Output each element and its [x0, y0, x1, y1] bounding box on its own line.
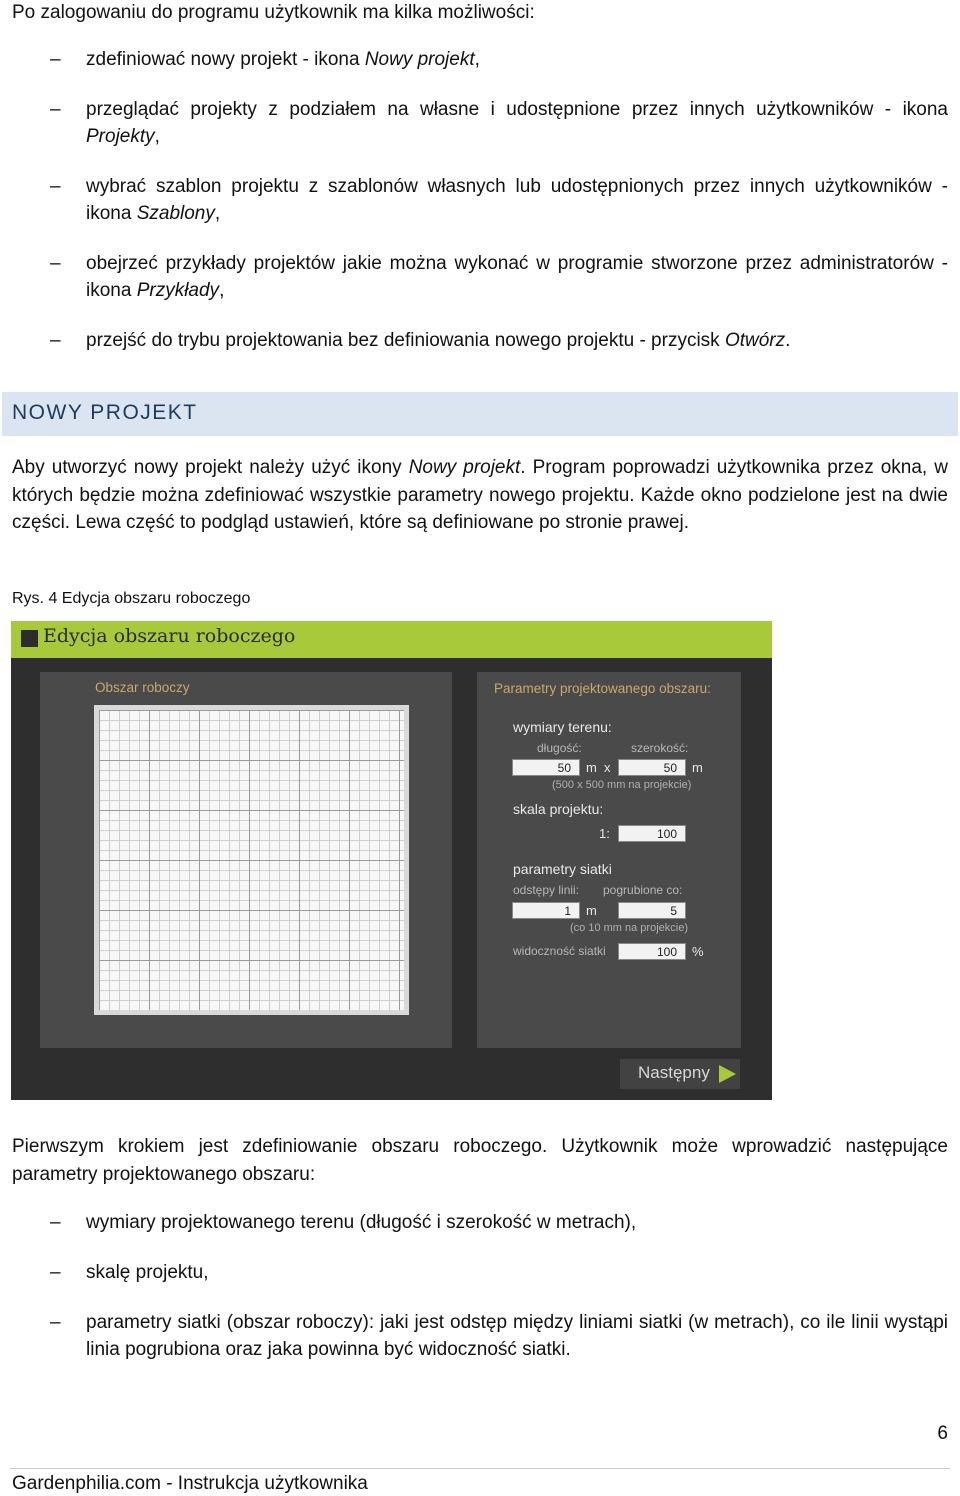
scale-heading: skala projektu:	[513, 801, 604, 817]
footer-text: Gardenphilia.com - Instrukcja użytkownika	[12, 1473, 368, 1494]
page-number: 6	[937, 1423, 948, 1444]
dash-marker: –	[50, 1212, 61, 1233]
dash-marker: –	[50, 49, 61, 70]
bold-every-label: pogrubione co:	[603, 883, 683, 897]
spacing-unit: m	[586, 903, 597, 918]
width-unit: m	[692, 760, 703, 775]
length-unit: m	[586, 760, 597, 775]
list-item: – przeglądać projekty z podziałem na własne i udostępnione przez innych użytkowników - ikona Projekty,	[0, 96, 948, 150]
length-input[interactable]: 50	[512, 759, 580, 776]
scale-prefix: 1:	[599, 826, 610, 841]
play-arrow-icon	[719, 1065, 736, 1083]
list-item: – skalę projektu,	[0, 1259, 948, 1286]
grid-heading: parametry siatki	[513, 861, 612, 877]
length-label: długość:	[537, 741, 582, 755]
width-label: szerokość:	[631, 741, 689, 755]
section-header	[2, 392, 958, 436]
workspace-label: Obszar roboczy	[95, 680, 190, 695]
dash-marker: –	[50, 330, 61, 351]
dash-marker: –	[50, 1262, 61, 1283]
parameters-panel	[477, 672, 741, 1048]
bold-every-input[interactable]: 5	[618, 902, 686, 919]
next-button-label: Następny	[638, 1063, 710, 1082]
list-item: – wybrać szablon projektu z szablonów własnych lub udostępnionych przez innych użytkowników - ikona Szablony,	[0, 173, 948, 227]
grid-note: (co 10 mm na projekcie)	[570, 922, 688, 934]
options-list	[0, 46, 948, 377]
spacing-label: odstępy linii:	[513, 883, 580, 897]
paragraph-new-project: Aby utworzyć nowy projekt należy użyć ikony Nowy projekt. Program poprowadzi użytkownika przez okna, w których będzie można zdefiniować wszystkie parametry nowego projektu. Każde okno podzielone jest na dwie części. Lewa część to podgląd ustawień, które są definiowane po stronie prawej.	[12, 457, 948, 533]
figure-workspace-editor	[11, 621, 772, 1100]
next-button[interactable]	[620, 1059, 740, 1089]
figure-title: Edycja obszaru roboczego	[43, 625, 296, 647]
scale-input[interactable]: 100	[618, 825, 686, 842]
footer-divider	[10, 1468, 950, 1469]
parameters-label: Parametry projektowanego obszaru:	[494, 681, 711, 696]
dash-marker: –	[50, 176, 61, 197]
percent-sign: %	[692, 944, 704, 959]
times-sign: x	[604, 760, 611, 775]
terrain-heading: wymiary terenu:	[513, 719, 612, 735]
dash-marker: –	[50, 1312, 61, 1333]
square-icon	[21, 630, 38, 647]
list-item: – parametry siatki (obszar roboczy): jaki jest odstęp między liniami siatki (w metrach), co ile linii wystąpi linia pogrubiona oraz jaka powinna być widoczność siatki.	[0, 1309, 948, 1363]
dash-marker: –	[50, 99, 61, 120]
intro-text: Po zalogowaniu do programu użytkownik ma kilka możliwości:	[12, 2, 535, 23]
section-title: NOWY PROJEKT	[12, 401, 198, 424]
visibility-input[interactable]: 100	[618, 943, 686, 960]
paragraph-first-step: Pierwszym krokiem jest zdefiniowanie obszaru roboczego. Użytkownik może wprowadzić następujące parametry projektowanego obszaru:	[12, 1136, 948, 1185]
figure-title-bar	[11, 621, 772, 658]
list-item: – przejść do trybu projektowania bez definiowania nowego projektu - przycisk Otwórz.	[0, 327, 948, 354]
list-item: – wymiary projektowanego terenu (długość i szerokość w metrach),	[0, 1209, 948, 1236]
width-input[interactable]: 50	[618, 759, 686, 776]
workspace-preview-panel	[40, 672, 452, 1048]
size-note: (500 x 500 mm na projekcie)	[552, 779, 692, 791]
grid-preview	[94, 705, 409, 1015]
list-item: – zdefiniować nowy projekt - ikona Nowy projekt,	[0, 46, 948, 73]
spacing-input[interactable]: 1	[512, 902, 580, 919]
list-item: – obejrzeć przykłady projektów jakie można wykonać w programie stworzone przez administratorów - ikona Przykłady,	[0, 250, 948, 304]
figure-caption: Rys. 4 Edycja obszaru roboczego	[12, 590, 251, 607]
parameters-list	[0, 1209, 948, 1363]
dash-marker: –	[50, 253, 61, 274]
visibility-label: widoczność siatki	[513, 944, 606, 958]
